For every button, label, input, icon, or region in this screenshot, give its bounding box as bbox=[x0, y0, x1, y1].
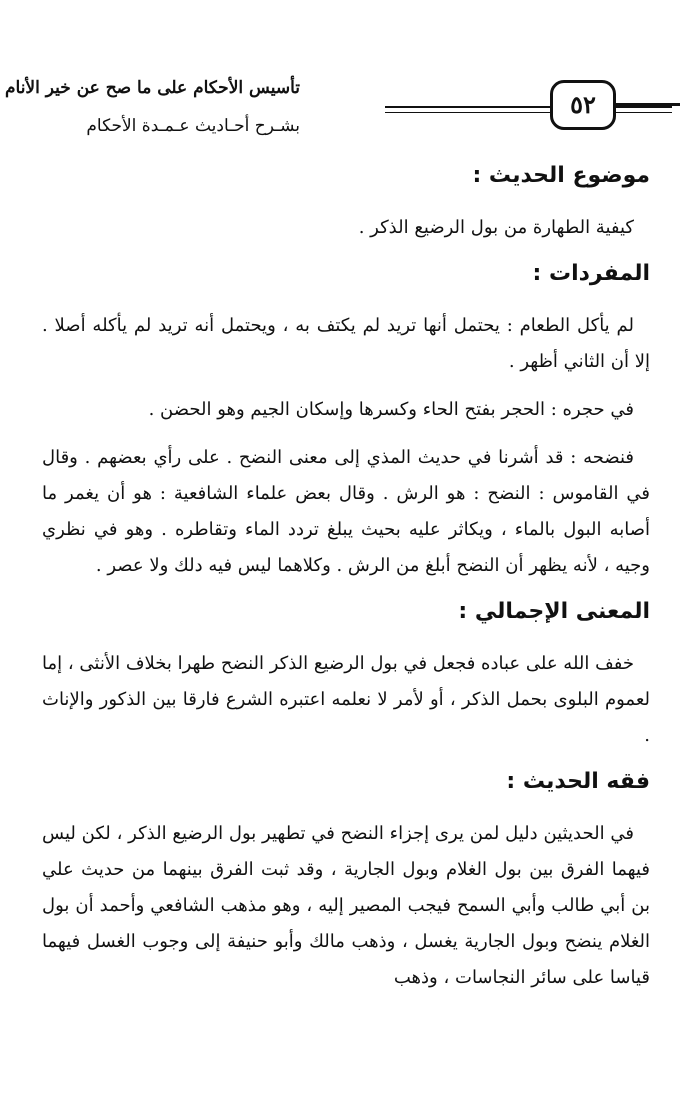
page-number-rule bbox=[610, 103, 680, 106]
page-header bbox=[4, 70, 680, 150]
section-jurisprudence bbox=[42, 766, 650, 996]
section-topic bbox=[42, 160, 650, 246]
paragraph: لم يأكل الطعام : يحتمل أنها تريد لم يكتف به ، ويحتمل أنه تريد لم يأكله أصلا . إلا أن الثاني أظهر . bbox=[42, 315, 650, 372]
section-heading: المفردات : bbox=[532, 261, 650, 286]
book-subtitle: بشـرح أحـاديث عـمـدة الأحكام bbox=[86, 116, 300, 136]
paragraph: في الحديثين دليل لمن يرى إجزاء النضح في تطهير بول الرضيع الذكر ، لكن ليس فيهما الفرق بين بول الغلام وبول الجارية ، وقد ثبت الفرق بينهما من حديث علي بن أبي طالب وأبي السمح فيجب المصير إليه ، وهو مذهب الشافعي وأحمد أن بول الغلام ينضح وبول الجارية يغسل ، وذهب مالك وأبو حنيفة إلى وجوب الغسل فيهما قياسا على سائر النجاسات ، وذهب bbox=[42, 823, 650, 988]
page-body bbox=[42, 160, 650, 996]
paragraph: في حجره : الحجر بفتح الحاء وكسرها وإسكان الجيم وهو الحضن . bbox=[148, 399, 634, 420]
section-general-meaning bbox=[42, 596, 650, 754]
header-rule bbox=[385, 106, 672, 108]
header-rule-thin bbox=[385, 112, 672, 113]
section-vocabulary bbox=[42, 258, 650, 584]
paragraph: كيفية الطهارة من بول الرضيع الذكر . bbox=[358, 217, 634, 238]
section-heading: فقه الحديث : bbox=[506, 769, 650, 794]
section-heading: المعنى الإجمالي : bbox=[458, 599, 650, 624]
book-title: تأسيس الأحكام على ما صح عن خير الأنام bbox=[4, 78, 300, 98]
paragraph: خفف الله على عباده فجعل في بول الرضيع الذكر النضح طهرا بخلاف الأنثى ، إما لعموم البلوى بحمل الذكر ، أو لأمر لا نعلمه اعتبره الشرع فارقا بين الذكور والإناث . bbox=[42, 653, 650, 746]
paragraph: فنضحه : قد أشرنا في حديث المذي إلى معنى النضح . على رأي بعضهم . وقال في القاموس : النضح : هو الرش . وقال بعض علماء الشافعية : هو أن يغمر ما أصابه البول بالماء ، ويكاثر عليه بحيث يبلغ تردد الماء وتقاطره . وهو في نظري وجيه ، لأنه يظهر أن النضح أبلغ من الرش . وكلاهما ليس فيه دلك ولا عصر . bbox=[42, 447, 650, 576]
page-number: ٥٢ bbox=[550, 80, 616, 130]
section-heading: موضوع الحديث : bbox=[472, 163, 650, 188]
